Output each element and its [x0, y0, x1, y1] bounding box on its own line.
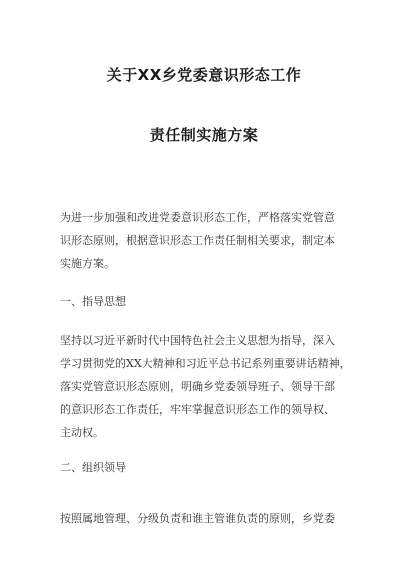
intro-line: 为进一步加强和改进党委意识形态工作，严格落实党管意: [60, 211, 335, 224]
guiding-ideology-paragraph: [60, 329, 352, 444]
document-title-line-2: 责任制实施方案: [149, 126, 259, 144]
section-heading-guiding-ideology: 一、指导思想: [60, 295, 126, 308]
paragraph-line: 按照属地管理、分级负责和谁主管谁负责的原则，乡党委: [60, 512, 335, 525]
organization-paragraph: [60, 507, 352, 530]
intro-paragraph: [60, 206, 352, 275]
paragraph-line: 主动权。: [60, 426, 104, 439]
intro-line: 实施方案。: [60, 257, 115, 270]
paragraph-line: 坚持以习近平新时代中国特色社会主义思想为指导，深入: [60, 334, 335, 347]
intro-line: 识形态原则，根据意识形态工作责任制相关要求，制定本: [60, 234, 335, 247]
paragraph-line: 的意识形态工作责任，牢牢掌握意识形态工作的领导权、: [60, 403, 335, 416]
section-heading-organization: 二、组织领导: [60, 461, 126, 474]
paragraph-line: 学习贯彻党的XX大精神和习近平总书记系列重要讲话精神，: [60, 357, 351, 370]
document-title-line-1: 关于XX乡党委意识形态工作: [106, 66, 302, 84]
paragraph-line: 落实党管意识形态原则，明确乡党委领导班子、领导干部: [60, 380, 335, 393]
